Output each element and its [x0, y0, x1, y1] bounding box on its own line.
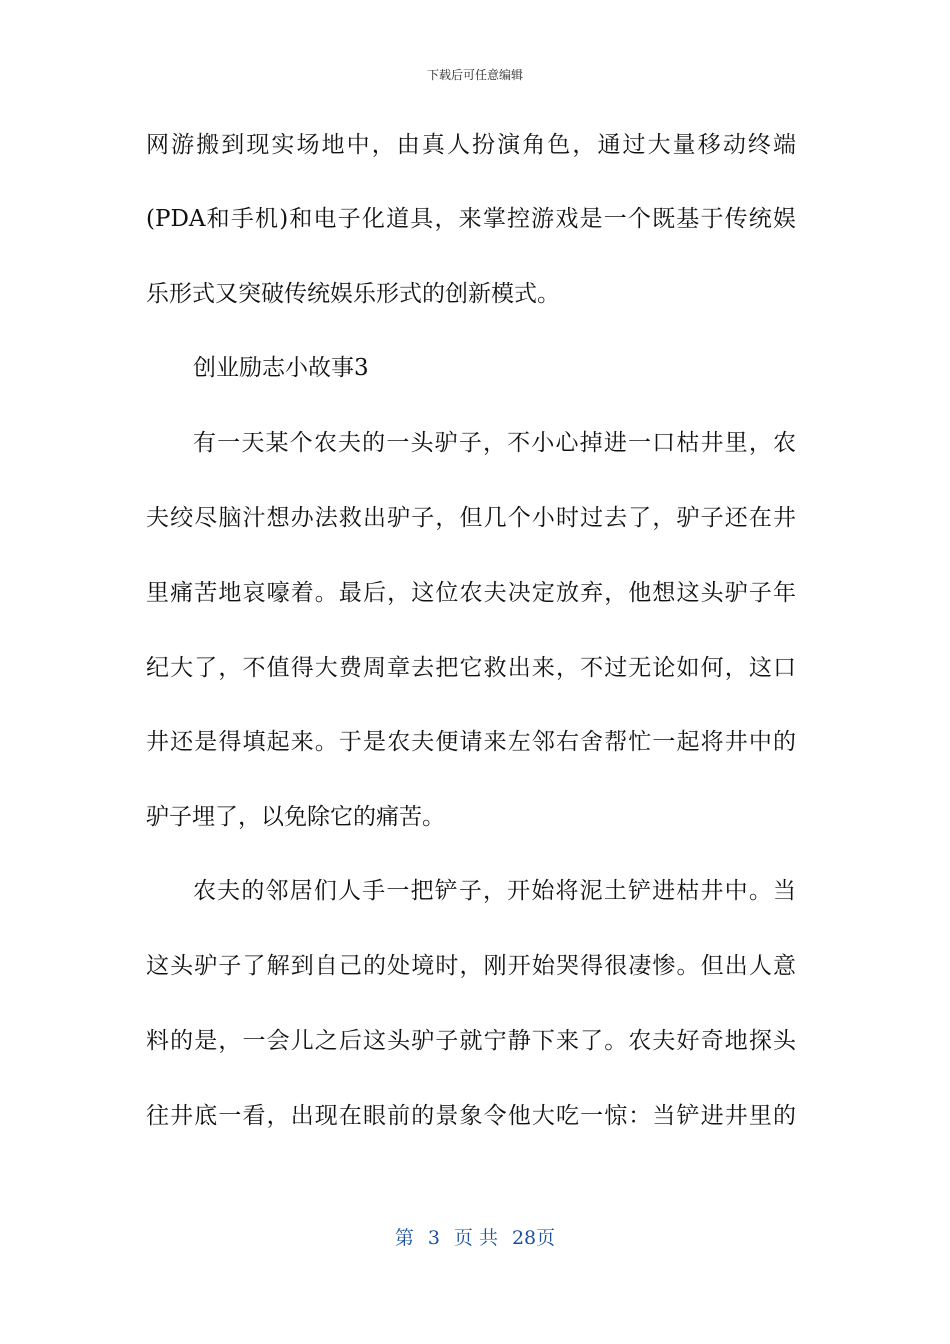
- body-line: (PDA和手机)和电子化道具，来掌控游戏是一个既基于传统娱: [146, 206, 796, 232]
- body-line: 料的是，一会儿之后这头驴子就宁静下来了。农夫好奇地探头: [146, 1028, 796, 1054]
- page-footer: [0, 1226, 950, 1250]
- body-line: 纪大了，不值得大费周章去把它救出来，不过无论如何，这口: [146, 655, 796, 681]
- body-line: 夫绞尽脑汁想办法救出驴子，但几个小时过去了，驴子还在井: [146, 505, 796, 531]
- body-line: 有一天某个农夫的一头驴子，不小心掉进一口枯井里，农: [193, 430, 796, 456]
- body-line: 乐形式又突破传统娱乐形式的创新模式。: [146, 281, 560, 307]
- body-line: 农夫的邻居们人手一把铲子，开始将泥土铲进枯井中。当: [193, 878, 796, 904]
- footer-suffix: 页: [536, 1227, 556, 1249]
- header-note: 下载后可任意编辑: [426, 68, 523, 82]
- body-line: 网游搬到现实场地中，由真人扮演角色，通过大量移动终端: [146, 132, 796, 158]
- footer-middle: 页 共: [453, 1227, 498, 1249]
- body-line: 里痛苦地哀嚎着。最后，这位农夫决定放弃，他想这头驴子年: [146, 580, 796, 606]
- body-line: 往井底一看，出现在眼前的景象令他大吃一惊：当铲进井里的: [146, 1103, 796, 1129]
- footer-page-number: 3: [427, 1227, 440, 1249]
- body-line: 这头驴子了解到自己的处境时，刚开始哭得很凄惨。但出人意: [146, 953, 796, 979]
- footer-prefix: 第: [394, 1227, 414, 1249]
- footer-total-pages: 28: [511, 1227, 537, 1249]
- body-line: 驴子埋了，以免除它的痛苦。: [146, 804, 445, 830]
- section-title: 创业励志小故事3: [193, 355, 369, 381]
- body-line: 井还是得填起来。于是农夫便请来左邻右舍帮忙一起将井中的: [146, 729, 796, 755]
